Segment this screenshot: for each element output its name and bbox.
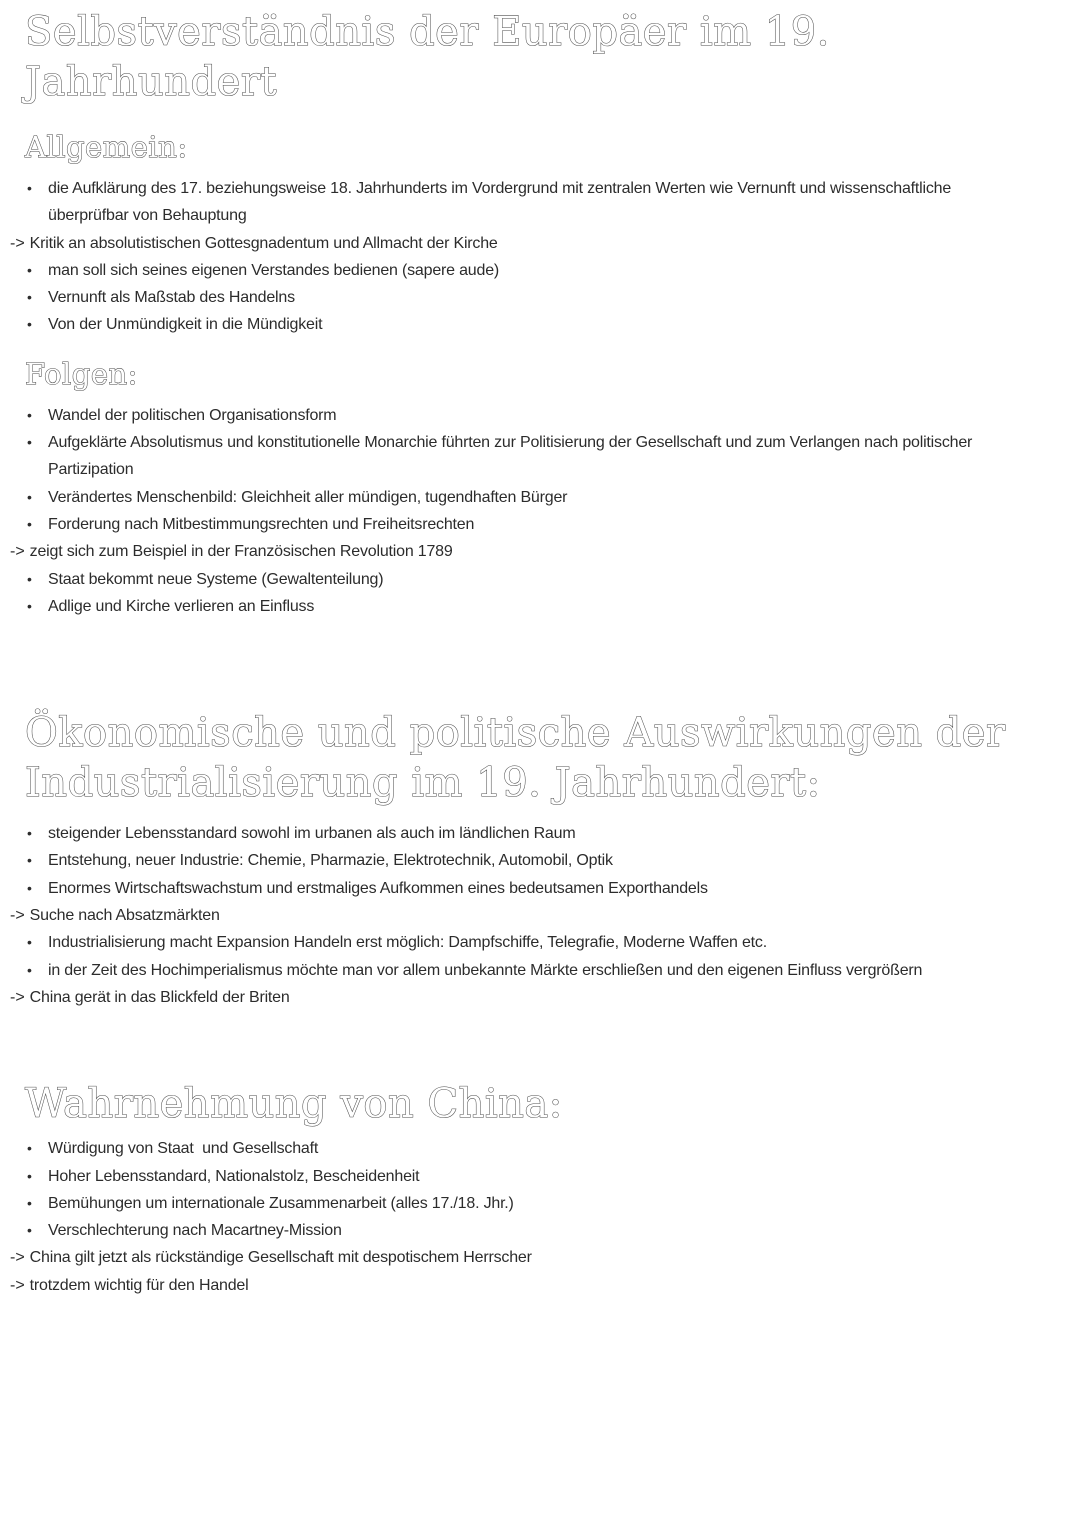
list-item: [10, 311, 1062, 338]
arrow-prefix: ->: [10, 988, 25, 1006]
bullet-icon: •: [27, 825, 32, 842]
list-item: [10, 1135, 1062, 1162]
list-item: [10, 566, 1062, 593]
bullet-icon: •: [27, 1194, 32, 1211]
text-line: China gerät in das Blickfeld der Briten: [29, 988, 290, 1006]
list-item: [10, 820, 1062, 847]
section-heading-industrialisierung: Industrialisierung im 19. Jahrhundert:: [25, 760, 821, 807]
bullet-list-folgen: [10, 402, 1062, 620]
text-line: trotzdem wichtig für den Handel: [29, 1276, 249, 1294]
item-text: [48, 175, 1062, 230]
bullet-icon: •: [27, 879, 32, 896]
arrow-prefix: ->: [10, 907, 25, 925]
arrow-prefix: ->: [10, 1276, 25, 1294]
section-heading-folgen: Folgen:: [25, 356, 138, 391]
item-text: [48, 820, 1062, 847]
item-text: [48, 1163, 1062, 1190]
item-text: [48, 284, 1062, 311]
section-folgen: [10, 357, 1062, 620]
text-line: Adlige und Kirche verlieren an Einfluss: [48, 597, 315, 615]
bullet-list-industrialisierung: [10, 820, 1062, 1011]
section-allgemein: [10, 130, 1062, 339]
bullet-icon: •: [27, 406, 32, 423]
text-line: Suche nach Absatzmärkten: [29, 907, 220, 925]
item-text: [48, 957, 1062, 984]
list-item: [10, 1217, 1062, 1244]
arrow-prefix: ->: [10, 1249, 25, 1267]
text-line: Forderung nach Mitbestimmungsrechten und Freiheitsrechten: [48, 515, 475, 533]
item-text: [30, 984, 1062, 1011]
section-industrialisierung: [10, 708, 1062, 1011]
text-line: Staat bekommt neue Systeme (Gewaltenteilung): [48, 570, 384, 588]
page-title: Selbstverständnis der Europäer im 19. Jahrhundert: [25, 9, 830, 105]
list-item: [10, 429, 1062, 484]
bullet-icon: •: [27, 261, 32, 278]
text-line: Partizipation: [48, 461, 134, 479]
text-line: China gilt jetzt als rückständige Gesellschaft mit despotischem Herrscher: [29, 1249, 532, 1267]
text-line: Entstehung, neuer Industrie: Chemie, Pharmazie, Elektrotechnik, Automobil, Optik: [48, 852, 613, 870]
bullet-icon: •: [27, 434, 32, 451]
text-line: man soll sich seines eigenen Verstandes bedienen (sapere aude): [48, 261, 500, 279]
list-item: [10, 511, 1062, 538]
item-text: [30, 902, 1062, 929]
bullet-icon: •: [27, 570, 32, 587]
text-line: Aufgeklärte Absolutismus und konstitutionelle Monarchie führten zur Politisierung der Gesellschaft und zum Verlangen nach politischer: [48, 434, 973, 452]
arrow-prefix: ->: [10, 543, 25, 561]
list-item: [10, 1163, 1062, 1190]
bullet-icon: •: [27, 316, 32, 333]
bullet-icon: •: [27, 180, 32, 196]
text-line: zeigt sich zum Beispiel in der Französischen Revolution 1789: [29, 543, 453, 561]
text-line: steigender Lebensstandard sowohl im urbanen als auch im ländlichen Raum: [48, 825, 576, 843]
bullet-icon: •: [27, 1222, 32, 1239]
bullet-icon: •: [27, 934, 32, 951]
arrow-note: [10, 538, 1062, 565]
section-heading-china: Wahrnehmung von China:: [25, 1081, 563, 1128]
list-item: [10, 257, 1062, 284]
bullet-list-china: [10, 1135, 1062, 1299]
arrow-note: [10, 984, 1062, 1011]
arrow-note: [10, 1244, 1062, 1271]
text-line: Enormes Wirtschaftswachstum und erstmaliges Aufkommen eines bedeutsamen Exporthandels: [48, 879, 708, 897]
item-text: [30, 538, 1062, 565]
text-line: Hoher Lebensstandard, Nationalstolz, Bescheidenheit: [48, 1167, 420, 1185]
text-line: überprüfbar von Behauptung: [48, 207, 247, 225]
item-text: [48, 1135, 1062, 1162]
bullet-icon: •: [27, 289, 32, 306]
text-line: Kritik an absolutistischen Gottesgnadentum und Allmacht der Kirche: [29, 234, 498, 252]
item-text: [48, 875, 1062, 902]
arrow-note: [10, 902, 1062, 929]
list-item: [10, 929, 1062, 956]
bullet-icon: •: [27, 515, 32, 532]
text-line: Vernunft als Maßstab des Handelns: [48, 289, 295, 307]
item-text: [48, 257, 1062, 284]
arrow-prefix: ->: [10, 234, 25, 252]
list-item: [10, 175, 1062, 230]
list-item: [10, 875, 1062, 902]
list-item: [10, 847, 1062, 874]
list-item: [10, 593, 1062, 620]
bullet-icon: •: [27, 852, 32, 869]
item-text: [48, 484, 1062, 511]
arrow-note: [10, 1272, 1062, 1299]
bullet-list-allgemein: [10, 175, 1062, 339]
document-body: [10, 130, 1062, 1299]
arrow-note: [10, 230, 1062, 257]
item-text: [48, 1190, 1062, 1217]
item-text: [48, 847, 1062, 874]
item-text: [48, 511, 1062, 538]
text-line: Wandel der politischen Organisationsform: [48, 406, 337, 424]
text-line: Bemühungen um internationale Zusammenarbeit (alles 17./18. Jhr.): [48, 1194, 514, 1212]
bullet-icon: •: [27, 1140, 32, 1157]
text-line: Würdigung von Staat und Gesellschaft: [48, 1140, 319, 1158]
text-line: in der Zeit des Hochimperialismus möchte man vor allem unbekannte Märkte erschließen und den eigenen Einfluss vergrößern: [48, 961, 923, 979]
section-heading-allgemein: Allgemein:: [25, 130, 188, 164]
list-item: [10, 402, 1062, 429]
item-text: [30, 1272, 1062, 1299]
list-item: [10, 284, 1062, 311]
text-line: die Aufklärung des 17. beziehungsweise 18. Jahrhunderts im Vordergrund mit zentralen Werten wie Vernunft und wissenschaftliche: [48, 180, 952, 197]
section-china: [10, 1079, 1062, 1299]
item-text: [30, 230, 1062, 257]
list-item: [10, 1190, 1062, 1217]
text-line: Von der Unmündigkeit in die Mündigkeit: [48, 316, 323, 334]
text-line: Verschlechterung nach Macartney-Mission: [48, 1222, 342, 1240]
bullet-icon: •: [27, 1167, 32, 1184]
item-text: [48, 429, 1062, 484]
list-item: [10, 484, 1062, 511]
item-text: [48, 929, 1062, 956]
text-line: Verändertes Menschenbild: Gleichheit aller mündigen, tugendhaften Bürger: [48, 488, 568, 506]
list-item: [10, 957, 1062, 984]
item-text: [48, 566, 1062, 593]
item-text: [48, 1217, 1062, 1244]
bullet-icon: •: [27, 488, 32, 505]
bullet-icon: •: [27, 597, 32, 614]
section-heading-industrialisierung: Ökonomische und politische Auswirkungen der: [25, 710, 1006, 757]
item-text: [48, 402, 1062, 429]
item-text: [30, 1244, 1062, 1271]
bullet-icon: •: [27, 961, 32, 978]
text-line: Industrialisierung macht Expansion Handeln erst möglich: Dampfschiffe, Telegrafie, Moderne Waffen etc.: [48, 934, 767, 952]
item-text: [48, 311, 1062, 338]
item-text: [48, 593, 1062, 620]
